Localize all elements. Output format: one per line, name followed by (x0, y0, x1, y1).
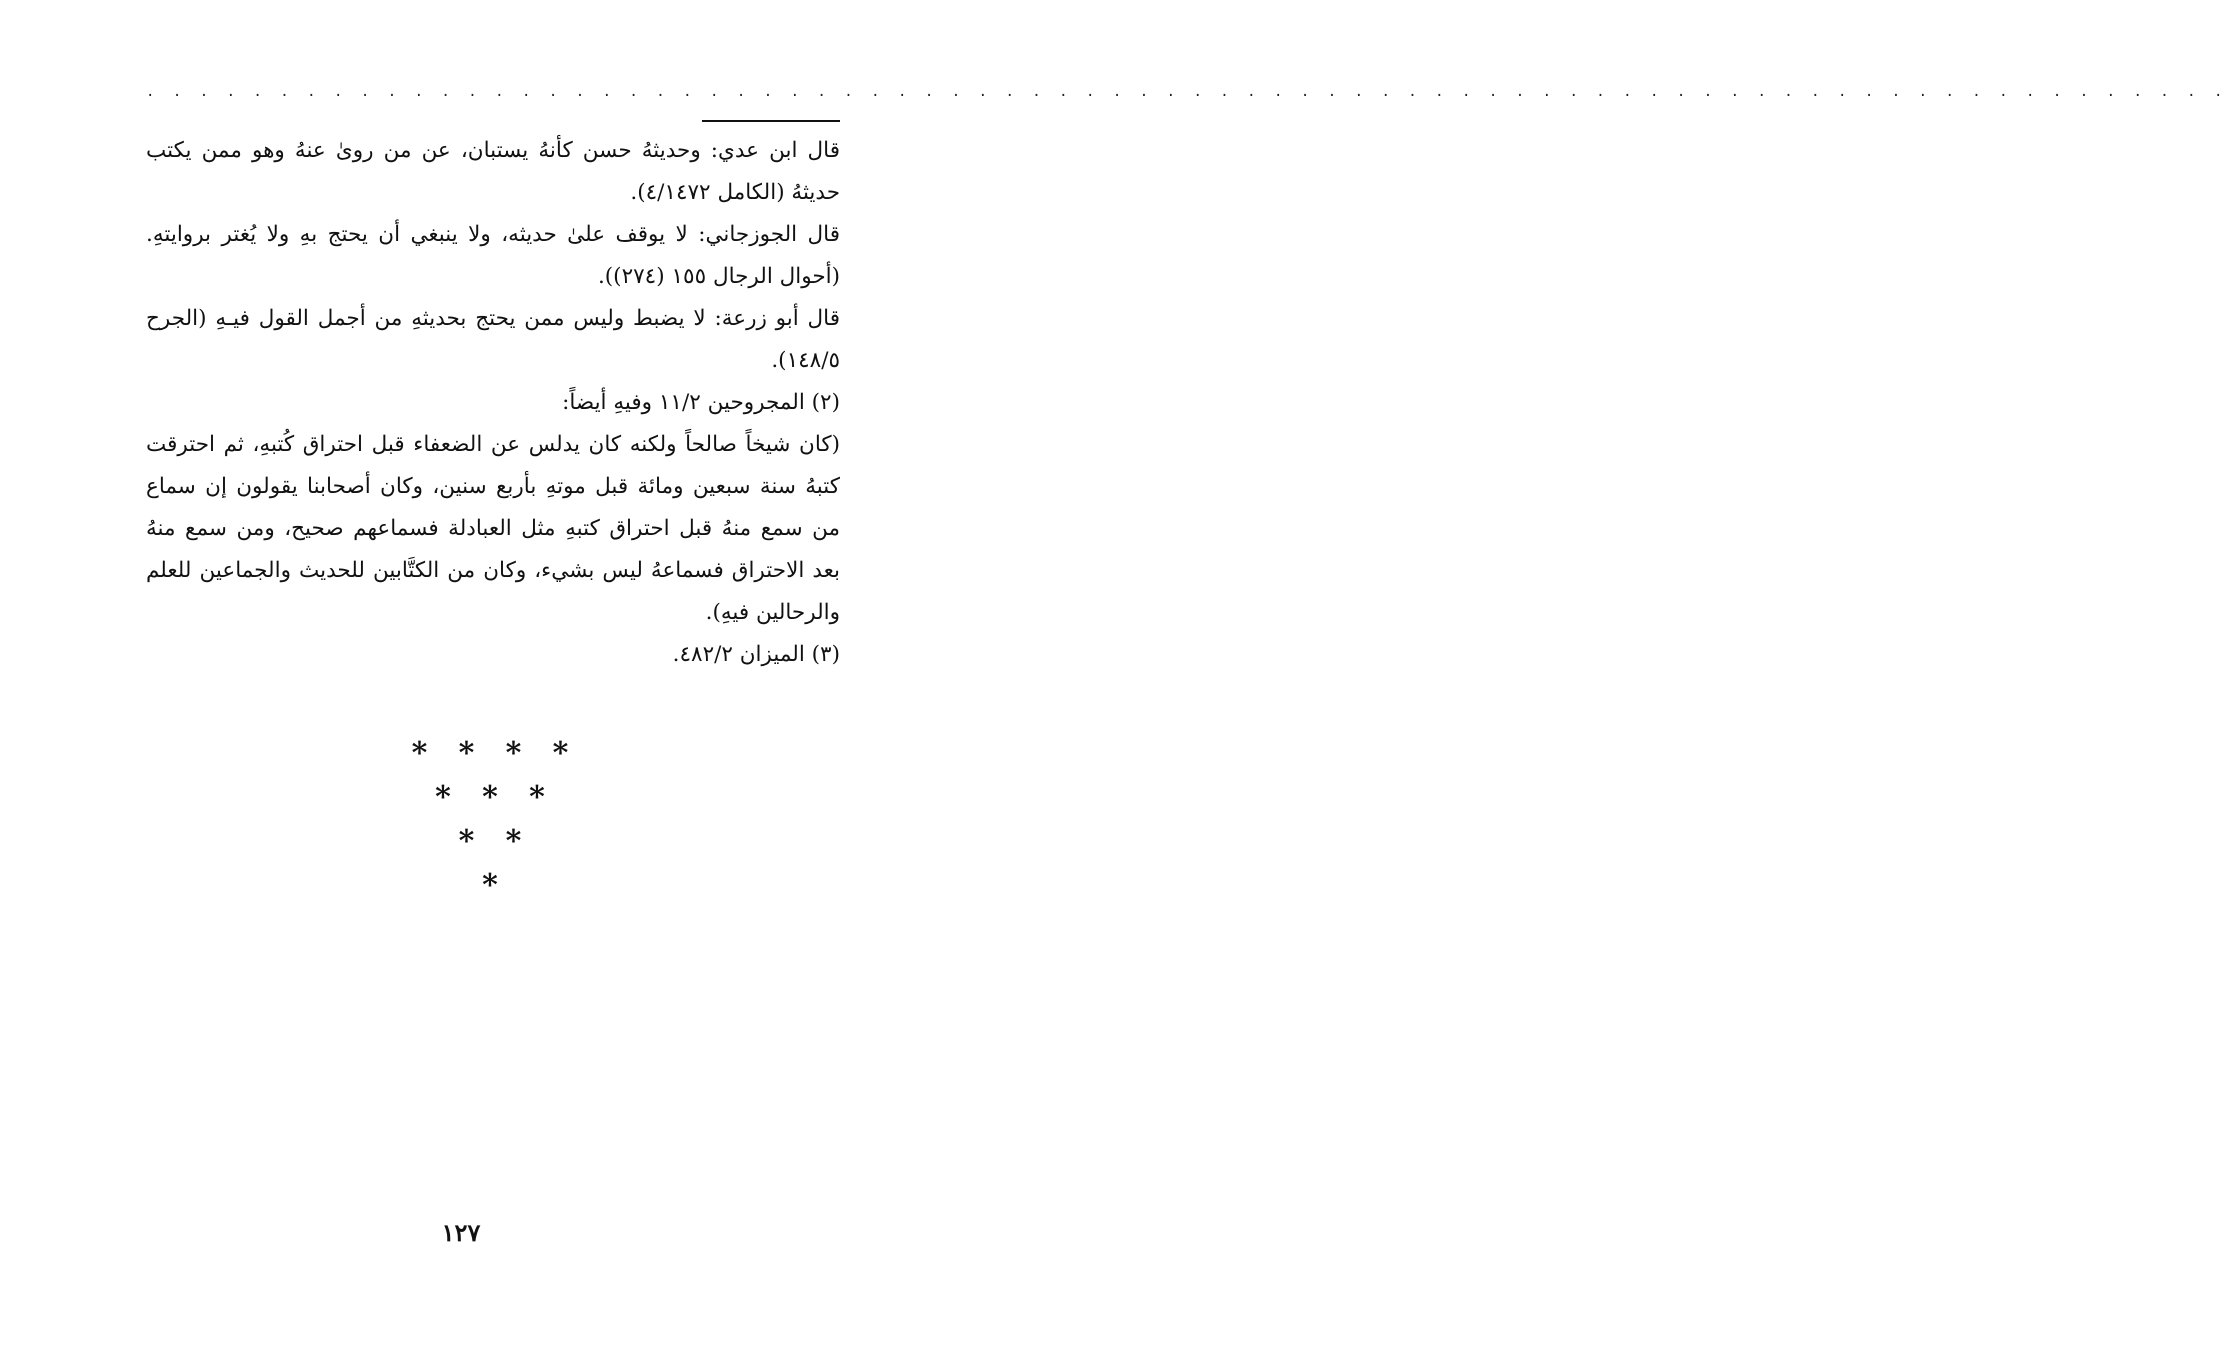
footnotes-block (146, 130, 840, 676)
footnote-jowzajani: قال الجوزجاني: لا يوقف علىٰ حديثه، ولا ينبغي أن يحتج بهِ ولا يُغتر بروايتهِ. (أحوال الرجال ١٥٥ (٢٧٤)). (146, 222, 840, 289)
footnote-abu-zura: قال أبو زرعة: لا يضبط وليس ممن يحتج بحديثهِ من أجمل القول فيـهِ (الجرح ١٤٨/٥). (146, 306, 840, 373)
star-row-4: * (482, 868, 498, 903)
footnote-3: (٣) الميزان ٤٨٢/٢. (672, 642, 840, 667)
footnote-rule (702, 120, 840, 122)
footnote-2: (٢) المجروحين ١١/٢ وفيهِ أيضاً: (562, 390, 840, 415)
page-number: ١٢٧ (441, 1218, 481, 1247)
star-row-2: * * * (435, 780, 545, 815)
star-row-3: * * (458, 824, 522, 859)
star-row-1: * * * * (411, 736, 569, 771)
footnote-ibn-adi: قال ابن عدي: وحديثهُ حسن كأنهُ يستبان، عن من روىٰ عنهُ وهو ممن يكتب حديثهُ (الكامل ٤/١٤٧٢). (146, 138, 840, 205)
dotted-separator: . . . . . . . . . . . . . . . . . . . . . . . . . . . . . . . . . . . . . . . . . . . . . . . . . . . . . . . . . . . . . . . . . . . . . . . . . . . . . . (146, 84, 2227, 100)
star-ornament (300, 732, 680, 908)
footnote-2-quote: (كان شيخاً صالحاً ولكنه كان يدلس عن الضعفاء قبل احتراق كُتبهِ، ثم احترقت كتبهُ سنة سبعين ومائة قبل موتهِ بأربع سنين، وكان أصحابنا يقولون إن سماع من سمع منهُ قبل احتراق كتبهِ مثل العبادلة فسماعهم صحيح، ومن سمع منهُ بعد الاحتراق فسماعهُ ليس بشيء، وكان من الكتَّابين للحديث والجماعين للعلم والرحالين فيهِ). (146, 432, 840, 625)
